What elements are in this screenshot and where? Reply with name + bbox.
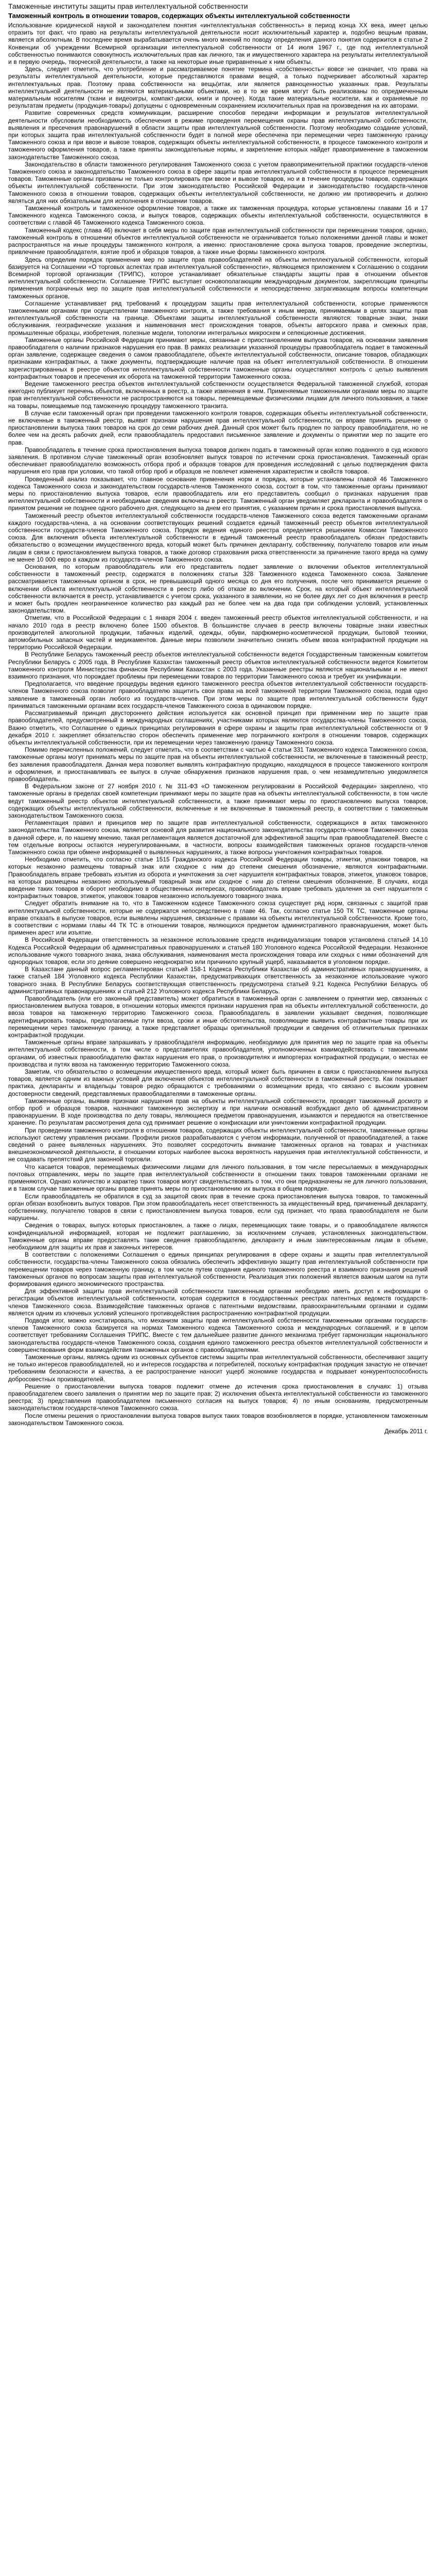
article-paragraph: В Республике Беларусь таможенный реестр объектов интеллектуальной собственности ведется Государственным таможенным комитетом Республики Беларусь с 2005 года. В Республике Казахстан таможенный реестр объектов интеллектуальной собственности ведется Комитетом таможенного контроля Министерства финансов Республики Казахстан с 2003 года. Указанные реестры являются национальными и не имеют взаимного признания, что порождает проблемы при перемещении товаров по территории Таможенного союза и требует их унификации. bbox=[8, 651, 428, 681]
article-paragraph: Таможенные органы, являясь одним из основных субъектов системы защиты прав интеллектуальной собственности, обеспечивают защиту не только интересов правообладателей, но и интересов государства и потребителей, поскольку контрафактная продукция зачастую не отвечает требованиям безопасности и качества, а ее распространение наносит ущерб экономике государства и подрывает конкурентоспособность добросовестных производителей. bbox=[8, 1353, 428, 1383]
article-paragraph: Отметим, что в Российской Федерации с 1 января 2004 г. введен таможенный реестр объектов интеллектуальной собственности, и на начало 2010 года в реестр включено более 1500 объектов. В большинстве случаев в реестр включены товарные знаки известных производителей алкогольной продукции, табачных изделий, одежды, обуви, парфюмерно-косметической продукции, бытовой техники, автомобильных запасных частей и медикаментов. Данные меры позволили значительно снизить объем ввоза контрафактной продукции на территорию Российской Федерации. bbox=[8, 614, 428, 651]
article-paragraph: Таможенные органы Российской Федерации принимают меры, связанные с приостановлением выпуска товаров, на основании заявления правообладателя о наличии признаков нарушения его прав. В рамках реализации указанной процедуры правообладатель подает в таможенный орган заявление, содержащее сведения о самом правообладателе, объекте интеллектуальной собственности, описание товаров, обладающих признаками контрафактных, а также документы, подтверждающие наличие прав на объект интеллектуальной собственности. В отношении зарегистрированных в реестре объектов интеллектуальной собственности таможенные органы осуществляют контроль с целью выявления контрафактных товаров и пресечения их оборота на таможенной территории Таможенного союза. bbox=[8, 336, 428, 380]
article-paragraph: В Федеральном законе от 27 ноября 2010 г. № 311-ФЗ «О таможенном регулировании в Российской Федерации» закреплено, что таможенные органы в пределах своей компетенции принимают меры по защите прав на объекты интеллектуальной собственности, в том числе ведут таможенный реестр объектов интеллектуальной собственности, а также принимают меры по приостановлению выпуска товаров, содержащих объекты интеллектуальной собственности, включенные и не включенные в таможенный реестр, в соответствии с таможенным законодательством Таможенного союза. bbox=[8, 783, 428, 819]
article-paragraph: Использование юридической наукой и законодателем понятия «интеллектуальная собственность» в период конца XX века, имеет целью отразить тот факт, что право на результаты интеллектуальной деятельности носит исключительный характер и, подобно вещным правам, является абсолютным. В последнее время вырабатывается очень много мнений по поводу определения данного понятия содержится в статье 2 Конвенции об учреждении Всемирной организации интеллектуальной собственности от 14 июля 1967 г., где под интеллектуальной собственностью понимаются совокупность исключительных прав как личного, так и имущественного характера на результаты интеллектуальной и в первую очередь, творческой деятельности, а также на некоторые иные приравненные к ним объекты. bbox=[8, 22, 428, 66]
article-paragraph: Таможенный контроль и таможенное оформление товаров, а также их таможенная процедура, которые установлены главами 16 и 17 Таможенного кодекса Таможенного союза, и выпуск товаров, содержащих объекты интеллектуальной собственности, осуществляются в соответствии с главой 46 Таможенного кодекса Таможенного союза. bbox=[8, 205, 428, 227]
article-paragraph: Правообладатель в течение срока приостановления выпуска товаров должен подать в таможенный орган копию поданного в суд искового заявления. В противном случае таможенный орган возобновляет выпуск товаров по истечении срока приостановления. Таможенный орган обеспечивает правообладателю возможность отбора проб и образцов товаров для проведения исследований с целью подтверждения факта нарушения его прав при условии, что такой отбор проб и образцов не повлечет изменения характеристик и свойств товаров. bbox=[8, 446, 428, 476]
article-paragraph: Развитие современных средств коммуникации, расширение способов передачи информации и результатов интеллектуальной деятельности обусловили необходимость обеспечения в режиме проведения перемещения охраны прав интеллектуальной собственности, выявления и пресечения правонарушений в области защиты прав интеллектуальной собственности. Поэтому необходимо создание условий, при которых защита прав интеллектуальной собственности будет в полной мере обеспечена при перемещении через таможенную границу Таможенного союза и при ввозе и вывозе товаров, содержащих объекты интеллектуальной собственности, в процессе таможенного контроля и таможенного оформления товаров, а также приняты законодательные нормы, и закрепление которых найдет правоприменение в таможенном законодательстве Таможенного союза. bbox=[8, 109, 428, 161]
site-title: Таможенные институты защиты прав интеллектуальной собственности bbox=[8, 2, 248, 10]
article-paragraph: Ведение таможенного реестра объектов интеллектуальной собственности осуществляется Федеральной таможенной службой, которая ежегодно публикует перечень объектов, включенных в реестр, а также изменения в нем. Применяемые таможенными органами меры по защите прав интеллектуальной собственности не распространяются на товары, перемещаемые физическими лицами для личного пользования, а также на товары, помещаемые под таможенную процедуру таможенного транзита. bbox=[8, 380, 428, 410]
article-paragraph: Таможенный реестр объектов интеллектуальной собственности государств-членов Таможенного союза ведется таможенными органами каждого государства-члена, а на основании соответствующих решений создается единый таможенный реестр объектов интеллектуальной собственности государств-членов Таможенного союза. Порядок ведения единого реестра определяется решением Комиссии Таможенного союза. Для включения объекта интеллектуальной собственности в единый таможенный реестр правообладатель обязан предоставить обязательство о возмещении имущественного вреда, который может быть причинен декларанту, собственнику, получателю товаров или иным лицам в связи с приостановлением выпуска товаров, а также договор страхования риска ответственности за причинение такого вреда на сумму не менее 10 000 евро в каждом из государств-членов Таможенного союза. bbox=[8, 512, 428, 563]
article-title: Таможенный контроль в отношении товаров, содержащих объекты интеллектуальной собственности bbox=[8, 12, 350, 20]
article-paragraph: Что касается товаров, перемещаемых физическими лицами для личного пользования, в том числе пересылаемых в международных почтовых отправлениях, меры по защите прав интеллектуальной собственности в отношении таких товаров таможенными органами не применяются. Однако количество и характер таких товаров могут свидетельствовать о том, что они предназначены не для личного пользования, и в таком случае таможенные органы вправе принять меры по приостановлению их выпуска в общем порядке. bbox=[8, 1163, 428, 1193]
article-paragraph: Подводя итог, можно констатировать, что механизм защиты прав интеллектуальной собственности таможенными органами государств-членов Таможенного союза базируется на нормах Таможенного кодекса Таможенного союза и международных соглашений, и в целом соответствует требованиям Соглашения ТРИПС. Вместе с тем дальнейшее развитие данного механизма требует гармонизации национального законодательства государств-членов Таможенного союза, создания единого таможенного реестра объектов интеллектуальной собственности и совершенствования форм взаимодействия таможенных органов с правообладателями. bbox=[8, 1316, 428, 1353]
article-paragraph: Законодательство в области таможенного регулирования Таможенного союза с учетом правоприменительной практики государств-членов Таможенного союза и законодательство Таможенного союза в сфере защиты прав интеллектуальной собственности в процессе перемещения товаров. Таможенные органы призваны не только контролировать при ввозе и вывозе товаров, но и в течение процедуры товаров, содержащих объекты интеллектуальной собственности. При этом законодательство Российской Федерации и законодательство государств-членов Таможенного союза в отношении товаров, содержащих объекты интеллектуальной собственности, не должно им противоречить и должно являться для них обязательным для исполнения в отношении товаров. bbox=[8, 160, 428, 205]
article-paragraph: В случае если таможенный орган при проведении таможенного контроля товаров, содержащих объекты интеллектуальной собственности, не включенные в таможенный реестр, выявит признаки нарушения прав интеллектуальной собственности, он вправе принять решение о приостановлении выпуска таких товаров на срок до семи рабочих дней. Данный срок может быть продлен по запросу правообладателя, но не более чем на десять рабочих дней, если правообладатель предоставил письменное заявление и документы о принятии мер по защите его прав. bbox=[8, 409, 428, 446]
article-paragraph: Сведения о товарах, выпуск которых приостановлен, а также о лицах, перемещающих такие товары, и о правообладателе являются конфиденциальной информацией, которая не подлежит разглашению, за исключением случаев, установленных законодательством. Таможенные органы вправе предоставлять такие сведения правообладателю, декларанту и иным заинтересованным лицам в объеме, необходимом для защиты их прав и законных интересов. bbox=[8, 1222, 428, 1251]
article-paragraph: Помимо перечисленных положений, следует отметить, что в соответствии с частью 4 статьи 331 Таможенного кодекса Таможенного союза, таможенные органы могут принимать меры по защите прав на объекты интеллектуальной собственности, не включенные в таможенный реестр, без заявления правообладателя. Данная мера позволяет выявлять контрафактную продукцию, находящуюся в процессе таможенного контроля и оформления, и приостанавливать ее выпуск в случае обнаружения признаков нарушения прав, о чем незамедлительно уведомляется правообладатель. bbox=[8, 746, 428, 783]
article-paragraph: Необходимо отметить, что согласно статье 1515 Гражданского кодекса Российской Федерации товары, этикетки, упаковки товаров, на которых незаконно размещены товарный знак или сходное с ним до степени смешения обозначение, являются контрафактными. Правообладатель вправе требовать изъятия из оборота и уничтожения за счет нарушителя контрафактных товаров, этикеток, упаковок товаров, на которых размещены незаконно используемый товарный знак или сходное с ним до степени смешения обозначение. В случаях, когда введение таких товаров в оборот необходимо в общественных интересах, правообладатель вправе требовать удаления за счет нарушителя с контрафактных товаров, этикеток, упаковок товаров незаконно используемого товарного знака. bbox=[8, 856, 428, 900]
article-paragraph: Здесь, следует отметить, что употребление и рассматриваемое понятие термина «собственность» вовсе не означает, что права на результаты интеллектуальной деятельности, которые представляются правами вещей, а только подчеркивает абсолютный характер интеллектуальных прав. Поэтому права собственности на вещь(итак, или является равноценностью указанных прав. Результаты интеллектуальной деятельности не являются материальными объектами, но в то же время могут быть реализованы по опредмеченным материальным носителям (ткани и видеоигры, компакт-диски, книги и прочее). Когда такие материальные носители, как и охраняемые по результатам предметы (продукция-товары) допущены с одновременным сохранением исключительных прав на произведения на их авторами. bbox=[8, 65, 428, 110]
article-paragraph: В Казахстане данный вопрос регламентирован статьей 158-1 Кодекса Республики Казахстан об административных правонарушениях, а также статьей 184 Уголовного кодекса Республики Казахстан, предусматривающих ответственность за незаконное использование чужого товарного знака. В Республике Беларусь соответствующая ответственность предусмотрена статьей 9.21 Кодекса Республики Беларусь об административных правонарушениях и статьей 212 Уголовного кодекса Республики Беларусь. bbox=[8, 965, 428, 995]
article-date: Декабрь 2011 г. bbox=[384, 1428, 428, 1435]
article-paragraph: Проведенный анализ показывает, что главное основание применения норм и порядка, которые установлены главой 46 Таможенного кодекса Таможенного союза и законодательством государств-членов Таможенного союза, состоит в том, что таможенные органы принимают меры по приостановлению выпуска товаров, если правообладатель или его представитель сообщил о признаках нарушения прав интеллектуальной собственности и необходимые сведения включены в реестр. Таможенный орган уведомляет декларанта и правообладателя о принятом решении не позднее одного рабочего дня, следующего за днем его принятия, с указанием причин и срока приостановления выпуска. bbox=[8, 475, 428, 512]
article-paragraph: Правообладатель (или его законный представитель) может обратиться в таможенный орган с заявлением о принятии мер, связанных с приостановлением выпуска товаров, в отношении которых имеются признаки нарушения прав на объекты интеллектуальной собственности, до ввоза товаров на таможенную территорию Таможенного союза. Правообладатель в заявлении указывает сведения, позволяющие идентифицировать товары, предполагаемые пути ввоза, сроки и иные обстоятельства, позволяющие выявить контрафактные товары при их перемещении через таможенную границу, а также представляет образцы оригинальной продукции и сведения об отличительных признаках контрафактной продукции. bbox=[8, 995, 428, 1039]
article-paragraph: Регламентация правил и принципов мер по защите прав интеллектуальной собственности, содержащихся в актах таможенного законодательства Таможенного союза, является основой для развития национального законодательства государств-членов Таможенного союза в данной сфере, и, по нашему мнению, такая регламентация является достаточной для эффективной защиты прав правообладателей. Вместе с тем отдельные вопросы остаются неурегулированными, в частности, вопросы взаимодействия таможенных органов государств-членов Таможенного союза при обмене информацией о выявленных нарушениях, а также вопросы уничтожения контрафактных товаров. bbox=[8, 819, 428, 856]
article-body bbox=[8, 22, 428, 1427]
article-paragraph: Рассматриваемый принцип двустороннего действия используется как основной принцип при применении мер по защите прав правообладателей, предусмотренный в международных соглашениях, участниками которых являются государства-члены Таможенного союза. Важно отметить, что Соглашение о единых принципах регулирования в сфере охраны и защиты прав интеллектуальной собственности от 9 декабря 2010 г. закрепляет обязательство сторон обеспечить применение мер пограничного контроля в отношении товаров, содержащих объекты интеллектуальной собственности, при их перемещении через таможенную границу Таможенного союза. bbox=[8, 709, 428, 746]
article-paragraph: Соглашение устанавливает ряд требований к процедурам защиты прав интеллектуальной собственности, которые применяются таможенными органами при осуществлении таможенного контроля, а также требования к иным мерам, принимаемым в целях защиты прав интеллектуальной собственности на границе. Объектами защиты интеллектуальной собственности являются: товарные знаки, знаки обслуживания, географические указания и наименования мест происхождения товаров, объекты авторского права и смежных прав, промышленные образцы, изобретения, полезные модели, топологии интегральных микросхем и селекционные достижения. bbox=[8, 299, 428, 336]
article-paragraph: В соответствии с положениями Соглашения о единых принципах регулирования в сфере охраны и защиты прав интеллектуальной собственности, государства-члены Таможенного союза обязались обеспечить эффективную защиту прав интеллектуальной собственности при перемещении товаров через таможенную границу, в том числе путем создания единого таможенного реестра и взаимного признания решений таможенных органов по вопросам защиты прав интеллектуальной собственности. Реализация этих положений является важным шагом на пути формирования единого экономического пространства. bbox=[8, 1251, 428, 1287]
article-paragraph: Таможенные органы, выявив признаки нарушения прав на объекты интеллектуальной собственности, проводят таможенный досмотр и отбор проб и образцов товаров, назначают таможенную экспертизу и при наличии оснований возбуждают дело об административном правонарушении. В ходе производства по делу товары, являющиеся предметом правонарушения, изымаются и передаются на ответственное хранение. По результатам рассмотрения дела суд принимает решение о конфискации или уничтожении контрафактной продукции. bbox=[8, 1097, 428, 1127]
article-paragraph: При проведении таможенного контроля в отношении товаров, содержащих объекты интеллектуальной собственности, таможенные органы используют систему управления рисками. Профили рисков разрабатываются с учетом информации, полученной от правообладателей, а также сведений о ранее выявленных нарушениях. Это позволяет сосредоточить внимание таможенных органов на товарах и участниках внешнеэкономической деятельности, в отношении которых наиболее высока вероятность нарушения прав интеллектуальной собственности, и не создавать препятствий для законной торговли. bbox=[8, 1126, 428, 1163]
article-paragraph: Предполагается, что введение процедуры ведения единого таможенного реестра объектов интеллектуальной собственности государств-членов Таможенного союза позволит правообладателю защитить свои права на всей таможенной территории Таможенного союза, подав одно заявление в таможенный орган любого из государств-членов. При этом меры по защите прав интеллектуальной собственности будут приниматься таможенными органами всех государств-членов Таможенного союза в одинаковом порядке. bbox=[8, 680, 428, 709]
article-paragraph: В Российской Федерации ответственность за незаконное использование средств индивидуализации товаров установлена статьей 14.10 Кодекса Российской Федерации об административных правонарушениях и статьей 180 Уголовного кодекса Российской Федерации. Незаконное использование чужого товарного знака, знака обслуживания, наименования места происхождения товара или сходных с ними обозначений для однородных товаров, если это деяние совершено неоднократно или причинило крупный ущерб, наказывается в уголовном порядке. bbox=[8, 936, 428, 965]
article-paragraph: Для эффективной защиты прав интеллектуальной собственности таможенным органам необходимо иметь доступ к информации о регистрации объектов интеллектуальной собственности, которая содержится в государственных реестрах патентных ведомств государств-членов Таможенного союза. Взаимодействие таможенных органов с патентными ведомствами, правоохранительными органами и судами является одним из ключевых условий успешного противодействия распространению контрафактной продукции. bbox=[8, 1287, 428, 1317]
article-paragraph: Здесь определим порядок применения мер по защите прав правообладателей на объекты интеллектуальной собственности, который базируется на Соглашении «О торговых аспектах прав интеллектуальной собственности», являющемся приложением к Соглашению о создании Всемирной торговой организации (ТРИПС), которое устанавливает обязательные стандарты защиты прав в отношении объектов интеллектуальной собственности. Соглашение ТРИПС выступает основополагающим международным документом, закрепляющим принципы применения пограничных мер по защите прав интеллектуальной собственности и непосредственно затрагивающим вопросы компетенции таможенных органов. bbox=[8, 256, 428, 300]
article-paragraph: Следует обратить внимание на то, что в Таможенном кодексе Таможенного союза существует ряд норм, связанных с защитой прав интеллектуальной собственности, которые не содержатся непосредственно в главе 46. Так, согласно статье 150 ТК ТС, таможенные органы вправе отказать в выпуске товаров, если выявлены нарушения, связанные с правами на объекты интеллектуальной собственности. Кроме того, в соответствии с нормами главы 44 ТК ТС в отношении товаров, являющихся предметом административного правонарушения, может быть применен арест или изъятие. bbox=[8, 900, 428, 937]
article-paragraph: Таможенный кодекс (глава 46) включает в себя меры по защите прав интеллектуальной собственности при перемещении товаров, однако, таможенный контроль в отношении объектов интеллектуальной собственности не ограничивается только положениями данной главы и может распространяться на иные процедуры таможенного контроля, а именно: приостановление срока выпуска товаров, проведение экспертизы, привлечение правообладателя, взятие проб и образцов товаров, а также иные формы таможенного контроля. bbox=[8, 226, 428, 256]
article-paragraph: После отмены решения о приостановлении выпуска товаров выпуск таких товаров возобновляется в порядке, установленном таможенным законодательством Таможенного союза. bbox=[8, 1412, 428, 1427]
article-paragraph: Основания, по которым правообладатель или его представитель подает заявление о включении объектов интеллектуальной собственности в таможенный реестр, содержатся в положениях статьи 328 Таможенного кодекса Таможенного союза. Заявление рассматривается таможенным органом в срок, не превышающий одного месяца со дня его получения, после чего принимается решение о включении объекта интеллектуальной собственности в реестр либо об отказе во включении. Срок, на который объект интеллектуальной собственности включается в реестр, устанавливается с учетом срока, указанного в заявлении, но не более двух лет со дня включения в реестр и может быть продлен неограниченное количество раз каждый раз не более чем на два года при соблюдении условий, установленных законодательством. bbox=[8, 563, 428, 615]
article-paragraph: Если правообладатель не обратился в суд за защитой своих прав в течение срока приостановления выпуска товаров, то таможенный орган обязан возобновить выпуск товаров. При этом правообладатель несет ответственность за имущественный вред, причиненный декларанту, собственнику, получателю товаров в связи с приостановлением выпуска товаров, если суд признает, что права правообладателя не были нарушены. bbox=[8, 1192, 428, 1222]
article-paragraph: Решение о приостановлении выпуска товаров подлежит отмене до истечения срока приостановления в случаях: 1) отзыва правообладателем своего заявления о принятии мер по защите прав; 2) исключения объекта интеллектуальной собственности из таможенного реестра; 3) представления правообладателем письменного согласия на выпуск товаров; 4) по иным основаниям, предусмотренным законодательством государств-членов Таможенного союза. bbox=[8, 1382, 428, 1412]
article-paragraph: Таможенные органы вправе запрашивать у правообладателя информацию, необходимую для принятия мер по защите прав на объекты интеллектуальной собственности, в том числе о представителях правообладателя, уполномоченных взаимодействовать с таможенными органами, об известных правообладателю фактах нарушения его прав, о производителях и импортерах контрафактной продукции, о местах ее производства и путях ввоза на таможенную территорию Таможенного союза. bbox=[8, 1039, 428, 1068]
article-paragraph: Заметим, что обязательство о возмещении имущественного вреда, который может быть причинен в связи с приостановлением выпуска товаров, является одним из важных условий для включения объектов интеллектуальной собственности в таможенный реестр. Как показывает практика, декларанты и владельцы товаров редко обращаются с требованиями о возмещении вреда, что связано с высоким уровнем достоверности сведений, представляемых правообладателями в таможенные органы. bbox=[8, 1068, 428, 1097]
